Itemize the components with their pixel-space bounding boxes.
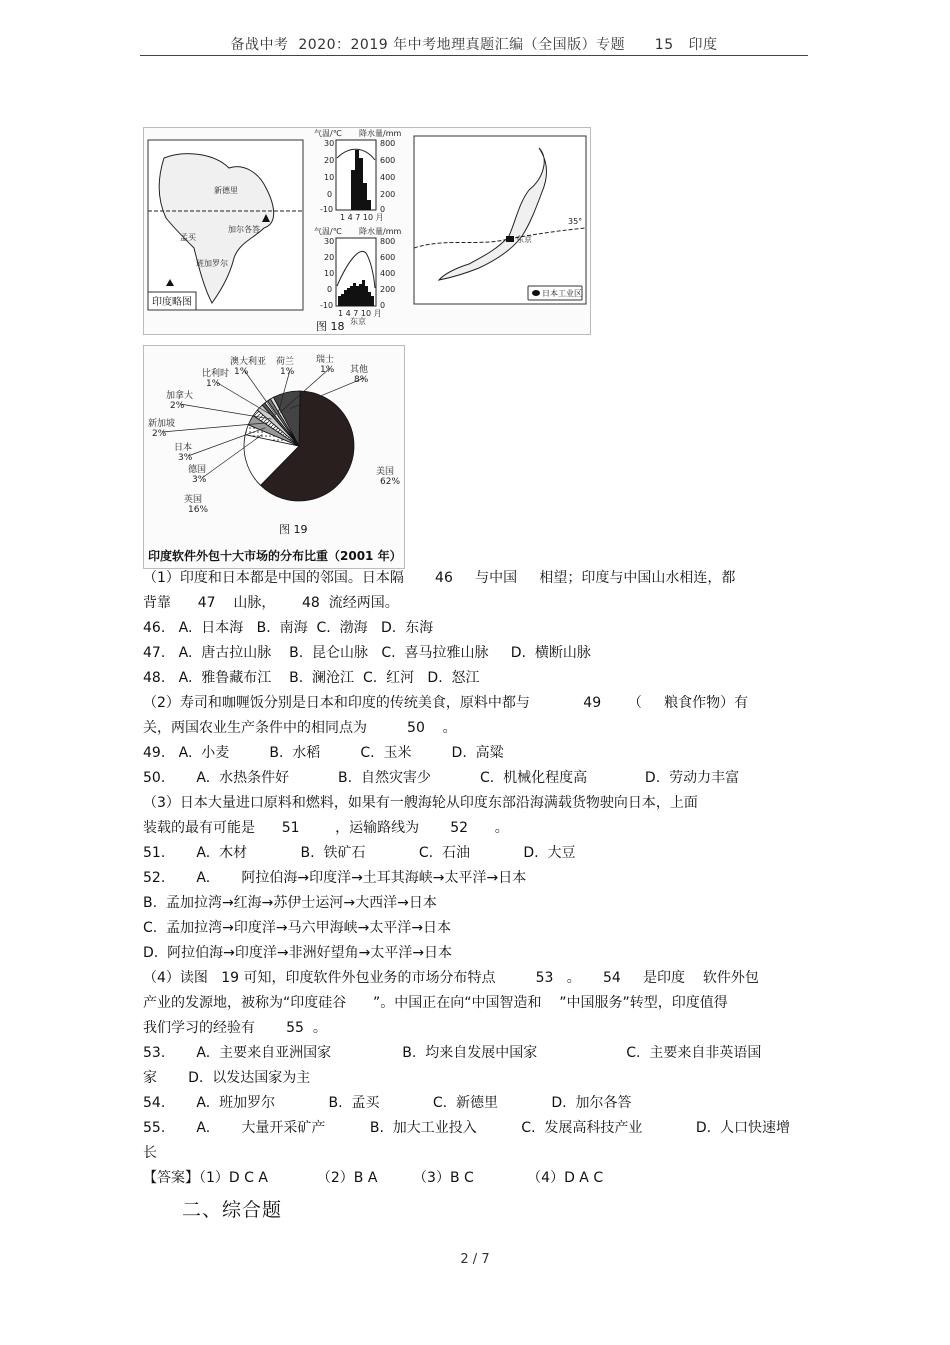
text-line-19: 我们学习的经验有 55 。 <box>143 1020 327 1036</box>
q54-options: 54. A. 班加罗尔 B. 孟买 C. 新德里 D. 加尔各答 <box>143 1095 632 1111</box>
q55-options: 55. A. 大量开采矿产 B. 加大工业投入 C. 发展高科技产业 D. 人口快速增 <box>143 1120 790 1136</box>
text-line-1: （1）印度和日本都是中国的邻国。日本隔 46 与中国 相望；印度与中国山水相连，都 <box>143 570 736 586</box>
pie-label-value: 2% <box>152 429 167 439</box>
place-new-delhi: 新德里 <box>214 186 238 195</box>
climate-bottom-precip-axis: 降水量/mm <box>359 227 402 236</box>
pie-label-value: 3% <box>178 453 193 463</box>
cb-p4: 0 <box>380 301 386 310</box>
q48-options: 48. A. 雅鲁藏布江 B. 澜沧江 C. 红河 D. 怒江 <box>143 670 480 686</box>
answer-line: 【答案】（1）D C A （2）B A （3）B C （4）D A C <box>143 1170 604 1186</box>
pie-label-name: 德国 <box>188 465 207 475</box>
cb-p0: 800 <box>380 237 396 246</box>
climate-bottom-city: 东京 <box>350 317 366 326</box>
ct-p3: 200 <box>380 190 396 199</box>
q52-option-d: D. 阿拉伯海→印度洋→非洲好望角→太平洋→日本 <box>143 945 453 961</box>
place-mumbai: 孟买 <box>180 233 196 242</box>
q52-option-c: C. 孟加拉湾→印度洋→马六甲海峡→太平洋→日本 <box>143 920 452 936</box>
q51-options: 51. A. 木材 B. 铁矿石 C. 石油 D. 大豆 <box>143 845 576 861</box>
pie-label-value: 62% <box>380 477 401 487</box>
ct-p0: 800 <box>380 139 396 148</box>
q52-option-a: 52. A. 阿拉伯海→印度洋→土耳其海峡→太平洋→日本 <box>143 870 527 886</box>
section-title: 二、综合题 <box>182 1199 283 1221</box>
ct-t3: 0 <box>327 190 333 199</box>
figure-18-svg <box>144 128 590 334</box>
japan-legend-icon <box>532 290 540 296</box>
ct-t0: 30 <box>324 139 335 148</box>
q55-options-cont: 长 <box>143 1145 157 1161</box>
pie-label-name: 比利时 <box>202 369 230 379</box>
pie-label-value: 1% <box>234 367 249 377</box>
pie-label-value: 3% <box>192 475 207 485</box>
figure-19 <box>143 345 405 569</box>
place-bangalore: 班加罗尔 <box>196 259 228 268</box>
page-header: 备战中考 2020：2019 年中考地理真题汇编（全国版）专题 15 印度 <box>230 37 718 53</box>
ct-t1: 20 <box>324 156 335 165</box>
climate-top-precip-axis: 降水量/mm <box>359 129 402 138</box>
text-line-11: 装载的最有可能是 51 ，运输路线为 52 。 <box>143 820 509 836</box>
text-line-17: （4）读图 19 可知，印度软件外包业务的市场分布特点 53 。 54 是印度 软件外包 <box>143 970 759 986</box>
pie-label-value: 1% <box>280 367 295 377</box>
text-line-7: 关，两国农业生产条件中的相同点为 50 。 <box>143 720 457 736</box>
pie-label-name: 其他 <box>350 365 369 375</box>
ct-p4: 0 <box>380 205 386 214</box>
chart-title: 印度软件外包十大市场的分布比重（2001 年） <box>148 549 402 563</box>
q46-options: 46. A. 日本海 B. 南海 C. 渤海 D. 东海 <box>143 620 434 636</box>
page-number: 2 / 7 <box>460 1252 490 1267</box>
ct-p2: 400 <box>380 173 396 182</box>
q52-option-b: B. 孟加拉湾→红海→苏伊士运河→大西洋→日本 <box>143 895 437 911</box>
pie-label-name: 英国 <box>184 495 203 505</box>
pie-label-name: 加拿大 <box>166 391 194 401</box>
japan-latitude: 35° <box>568 217 583 226</box>
climate-bottom-temp-axis: 气温/℃ <box>314 227 342 236</box>
pie-label-name: 新加坡 <box>148 419 176 429</box>
cb-t2: 10 <box>324 269 335 278</box>
pie-label-name: 美国 <box>376 467 395 477</box>
text-line-6: （2）寿司和咖喱饭分别是日本和印度的传统美食，原料中都与 49 （ 粮食作物）有 <box>143 695 749 711</box>
cb-t3: 0 <box>327 285 333 294</box>
header-rule <box>140 55 808 56</box>
india-map-label: 印度略图 <box>152 297 192 308</box>
figure-18-caption: 图 18 <box>316 320 345 333</box>
ct-p1: 600 <box>380 156 396 165</box>
text-line-10: （3）日本大量进口原料和燃料，如果有一艘海轮从印度东部沿海满载货物驶向日本，上面 <box>143 795 698 811</box>
figure-19-label: 图 19 <box>279 523 308 536</box>
pie-label-value: 8% <box>354 375 369 385</box>
pie-label-name: 荷兰 <box>276 357 295 367</box>
pie-label-value: 2% <box>170 401 185 411</box>
climate-top-months: 1 4 7 10 月 <box>340 213 384 222</box>
pie-label-name: 瑞士 <box>316 355 335 365</box>
pie-label-name: 日本 <box>174 443 193 453</box>
pie-label-value: 1% <box>206 379 221 389</box>
tokyo-industrial <box>506 236 514 242</box>
text-line-18: 产业的发源地，被称为“印度硅谷 ”。中国正在向“中国智造和 ”中国服务”转型，印度值得 <box>143 995 728 1011</box>
place-kolkata: 加尔各答 <box>228 225 260 234</box>
figure-18 <box>143 127 591 335</box>
pie-slices <box>244 391 354 501</box>
text-line-2: 背靠 47 山脉， 48 流经两国。 <box>143 595 399 611</box>
cb-t4: -10 <box>320 301 334 310</box>
japan-city: 东京 <box>516 235 532 244</box>
cb-t0: 30 <box>324 237 335 246</box>
cb-p3: 200 <box>380 285 396 294</box>
q53-options: 53. A. 主要来自亚洲国家 B. 均来自发展中国家 C. 主要来自非英语国 <box>143 1045 762 1061</box>
japan-legend: 日本工业区 <box>542 289 582 298</box>
ct-t4: -10 <box>320 205 334 214</box>
pie-label-value: 1% <box>320 365 335 375</box>
cb-t1: 20 <box>324 253 335 262</box>
q50-options: 50. A. 水热条件好 B. 自然灾害少 C. 机械化程度高 D. 劳动力丰富 <box>143 770 740 786</box>
cb-p1: 600 <box>380 253 396 262</box>
q47-options: 47. A. 唐古拉山脉 B. 昆仑山脉 C. 喜马拉雅山脉 D. 横断山脉 <box>143 645 591 661</box>
q49-options: 49. A. 小麦 B. 水稻 C. 玉米 D. 高粱 <box>143 745 504 761</box>
pie-label-name: 澳大利亚 <box>230 357 267 367</box>
cb-p2: 400 <box>380 269 396 278</box>
climate-top-temp-axis: 气温/℃ <box>314 129 342 138</box>
climate-bottom-months: 1 4 7 10 月 <box>338 309 382 318</box>
pie-chart <box>144 346 404 568</box>
pie-label-value: 16% <box>188 505 209 515</box>
ct-t2: 10 <box>324 173 335 182</box>
q53-options-cont: 家 D. 以发达国家为主 <box>143 1070 311 1086</box>
